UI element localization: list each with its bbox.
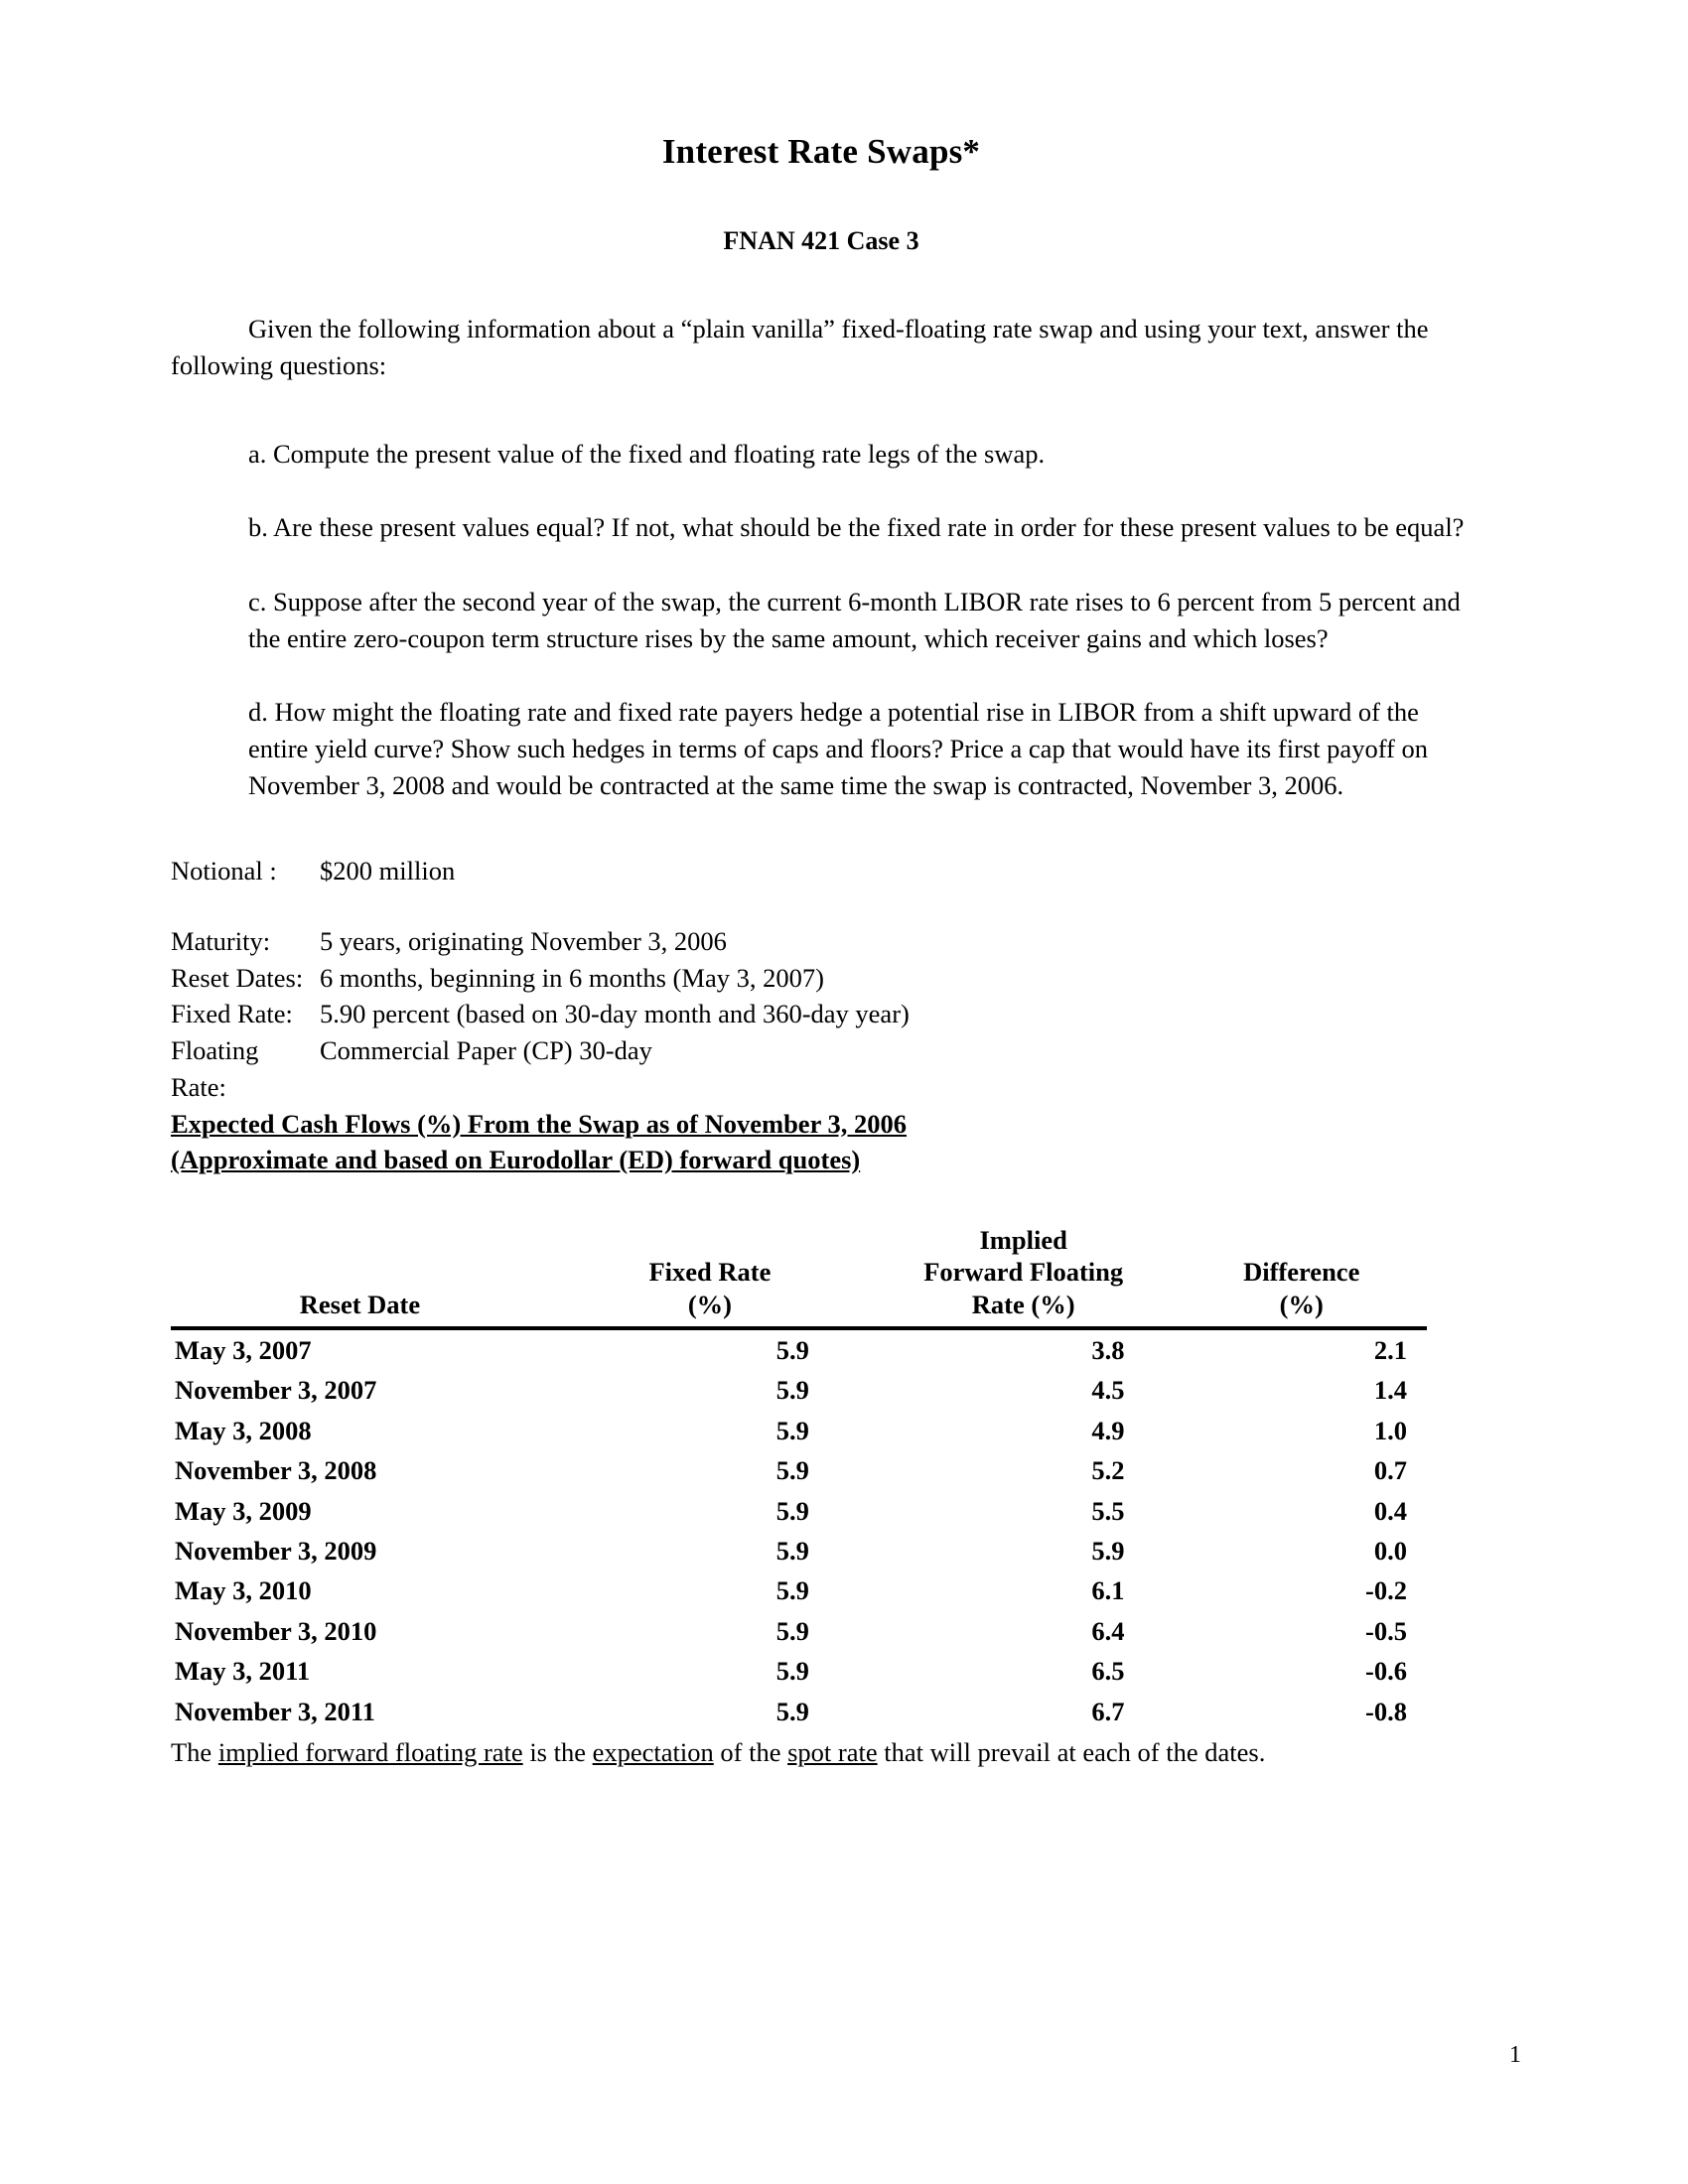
column-header-difference (1176, 1224, 1427, 1328)
question-list (171, 436, 1472, 804)
footnote-term-expectation: expectation (592, 1737, 714, 1768)
cell-difference: -0.5 (1365, 1615, 1407, 1646)
footnote-part3: of the (713, 1737, 788, 1768)
cell-implied-forward-floating-rate: 6.7 (1091, 1696, 1125, 1726)
cell-implied-forward-floating-rate: 5.2 (1091, 1455, 1125, 1486)
cell-difference: 1.0 (1373, 1415, 1407, 1445)
table-body (171, 1328, 1427, 1731)
cell-difference: 0.7 (1373, 1455, 1407, 1486)
table-row (171, 1692, 1427, 1731)
column-header-difference-line3: (%) (1279, 1289, 1324, 1319)
column-header-reset-date (171, 1224, 549, 1328)
footnote-term-spot-rate: spot rate (787, 1737, 878, 1768)
cell-fixed-rate: 5.9 (775, 1495, 809, 1526)
column-header-fixed-rate-line3: (%) (687, 1289, 732, 1319)
footnote-part2: is the (522, 1737, 593, 1768)
cell-fixed-rate: 5.9 (775, 1334, 809, 1365)
column-header-fixed-rate (549, 1224, 871, 1328)
table-row (171, 1328, 1427, 1370)
cell-reset-date: May 3, 2010 (175, 1575, 312, 1606)
footnote-part1: The (171, 1737, 218, 1768)
param-maturity-value: 5 years, originating November 3, 2006 (320, 926, 727, 957)
column-header-float-line1: Implied (979, 1224, 1067, 1255)
question-a: a. Compute the present value of the fixed and floating rate legs of the swap. (248, 438, 1046, 469)
cash-flows-heading-line1: Expected Cash Flows (%) From the Swap as of November 3, 2006 (171, 1108, 907, 1139)
param-reset-dates-label: Reset Dates: (171, 962, 304, 993)
cell-reset-date: November 3, 2007 (175, 1375, 377, 1406)
cell-implied-forward-floating-rate: 6.5 (1091, 1656, 1125, 1687)
cell-reset-date: May 3, 2011 (175, 1656, 311, 1687)
cell-difference: 0.0 (1373, 1536, 1407, 1567)
column-header-difference-line2: Difference (1243, 1257, 1360, 1288)
cell-implied-forward-floating-rate: 6.4 (1091, 1615, 1125, 1646)
table-row (171, 1531, 1427, 1570)
table-row (171, 1651, 1427, 1691)
cell-implied-forward-floating-rate: 6.1 (1091, 1575, 1125, 1606)
table-row (171, 1491, 1427, 1531)
cell-reset-date: November 3, 2009 (175, 1536, 377, 1567)
param-floating-rate (171, 1032, 1472, 1105)
cell-reset-date: May 3, 2009 (175, 1495, 312, 1526)
footnote-term-implied-forward-floating-rate: implied forward floating rate (217, 1737, 523, 1768)
param-maturity-label: Maturity: (171, 926, 271, 957)
column-header-float-line2: Forward Floating (923, 1257, 1124, 1288)
param-fixed-rate-value: 5.90 percent (based on 30-day month and 360-day year) (320, 999, 910, 1029)
param-reset-dates (171, 960, 1472, 997)
question-d: d. How might the floating rate and fixed rate payers hedge a potential rise in LIBOR from a shift upward of the entire yield curve? Show such hedges in terms of caps and floors? Price a cap that would have its first payoff on November 3, 2008 and would be contracted at the same time the swap is contracted, November 3, 2006. (248, 697, 1428, 800)
param-notional (171, 853, 1472, 889)
table-row (171, 1450, 1427, 1490)
cell-reset-date: November 3, 2011 (175, 1696, 375, 1726)
cell-implied-forward-floating-rate: 4.5 (1091, 1375, 1125, 1406)
cell-difference: -0.8 (1365, 1696, 1407, 1726)
cell-implied-forward-floating-rate: 5.9 (1091, 1536, 1125, 1567)
column-header-fixed-rate-line2: Fixed Rate (648, 1257, 772, 1288)
cell-reset-date: November 3, 2008 (175, 1455, 377, 1486)
cell-difference: 1.4 (1373, 1375, 1407, 1406)
cell-fixed-rate: 5.9 (775, 1696, 809, 1726)
cell-difference: -0.2 (1365, 1575, 1407, 1606)
cell-difference: -0.6 (1365, 1656, 1407, 1687)
cell-difference: 0.4 (1373, 1495, 1407, 1526)
cell-difference: 2.1 (1373, 1334, 1407, 1365)
column-header-reset-date-line3: Reset Date (299, 1289, 421, 1319)
cell-fixed-rate: 5.9 (775, 1375, 809, 1406)
document-content (171, 131, 1472, 1797)
column-header-implied-forward-floating-rate (871, 1224, 1177, 1328)
cell-reset-date: November 3, 2010 (175, 1615, 377, 1646)
param-maturity (171, 923, 1472, 960)
table-row (171, 1370, 1427, 1410)
intro-paragraph: Given the following information about a “plain vanilla” fixed-floating rate swap and using your text, answer the following questions: (171, 314, 1429, 380)
table-row (171, 1611, 1427, 1651)
swap-parameters (171, 853, 1472, 1178)
table-row (171, 1411, 1427, 1450)
page-number: 1 (1509, 2042, 1521, 2068)
footnote-part4: that will prevail at each of the dates. (877, 1737, 1266, 1768)
param-reset-dates-value: 6 months, beginning in 6 months (May 3, 2007) (320, 962, 824, 993)
param-floating-rate-label: Floating Rate: (171, 1035, 259, 1102)
cell-fixed-rate: 5.9 (775, 1415, 809, 1445)
cell-implied-forward-floating-rate: 5.5 (1091, 1495, 1125, 1526)
param-notional-label: Notional : (171, 856, 277, 887)
param-floating-rate-value: Commercial Paper (CP) 30-day (320, 1035, 652, 1066)
question-b: b. Are these present values equal? If not, what should be the fixed rate in order for these present values to be equal? (248, 512, 1465, 543)
cell-fixed-rate: 5.9 (775, 1536, 809, 1567)
question-c: c. Suppose after the second year of the swap, the current 6-month LIBOR rate rises to 6 percent from 5 percent and the entire zero-coupon term structure rises by the same amount, which receiver gains and which loses? (248, 586, 1461, 653)
cell-fixed-rate: 5.9 (775, 1575, 809, 1606)
param-fixed-rate-label: Fixed Rate: (171, 999, 293, 1029)
cash-flows-heading-line2: (Approximate and based on Eurodollar (ED) forward quotes) (171, 1145, 861, 1175)
param-fixed-rate (171, 996, 1472, 1032)
cell-implied-forward-floating-rate: 4.9 (1091, 1415, 1125, 1445)
param-notional-value: $200 million (320, 856, 456, 887)
table-row (171, 1570, 1427, 1610)
table-header (171, 1224, 1427, 1328)
cash-flow-table (171, 1224, 1427, 1731)
cell-fixed-rate: 5.9 (775, 1615, 809, 1646)
cell-fixed-rate: 5.9 (775, 1656, 809, 1687)
table-header-row (171, 1224, 1427, 1328)
page-title: Interest Rate Swaps* (661, 132, 981, 171)
column-header-float-line3: Rate (%) (971, 1289, 1075, 1319)
table-footnote (171, 1734, 1472, 1771)
course-case-subtitle: FNAN 421 Case 3 (723, 226, 919, 255)
cell-implied-forward-floating-rate: 3.8 (1091, 1334, 1125, 1365)
cell-reset-date: May 3, 2008 (175, 1415, 312, 1445)
cell-fixed-rate: 5.9 (775, 1455, 809, 1486)
cell-reset-date: May 3, 2007 (175, 1334, 312, 1365)
